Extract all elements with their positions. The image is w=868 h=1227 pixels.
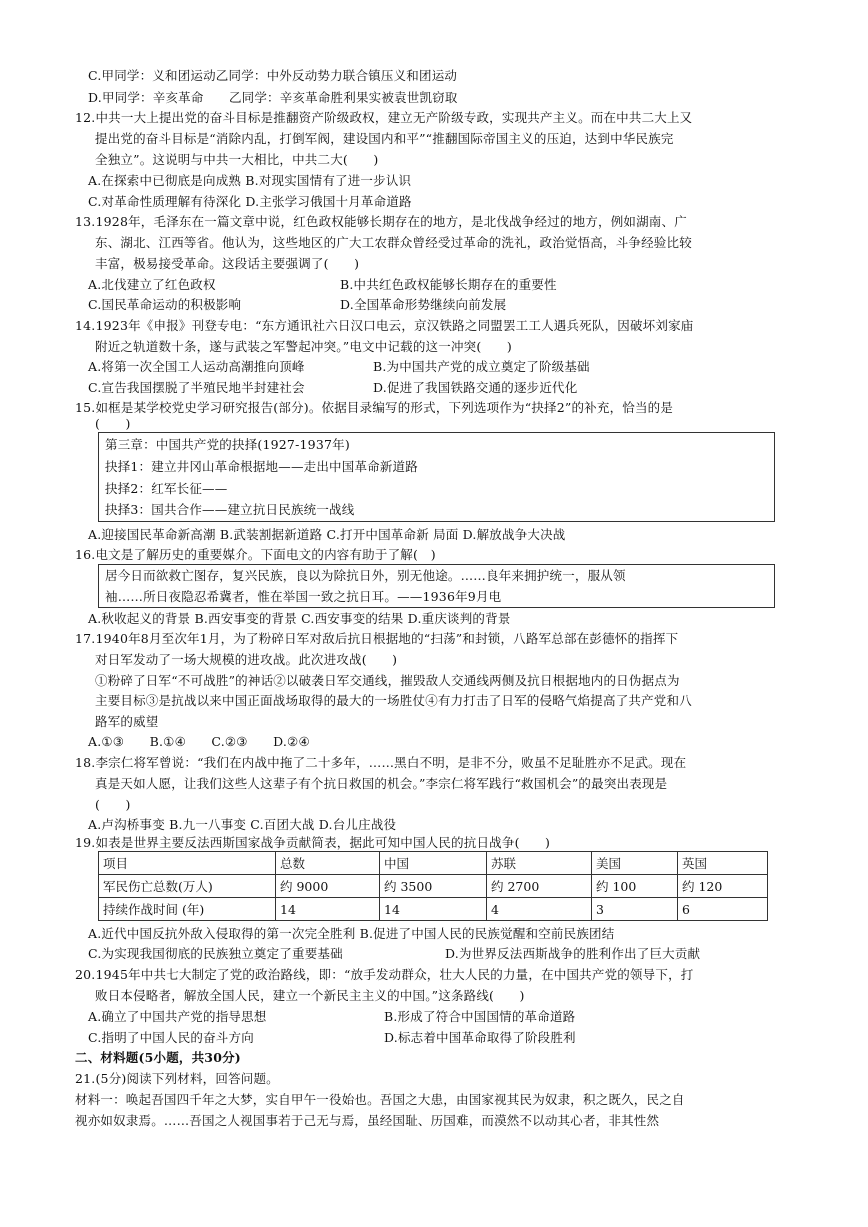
q14-stem-line2: 附近之轨道数十条，遂与武装之军警起冲突。”电文中记载的这一冲突( ) xyxy=(95,339,512,354)
q13-option-b: B.中共红色政权能够长期存在的重要性 xyxy=(340,277,557,292)
q14-stem-line1: 14.1923年《申报》刊登专电：“东方通讯社六日汉口电云，京汉铁路之同盟罢工工人遇兵死队，因破坏刘家庙 xyxy=(75,318,694,333)
table-cell: 14 xyxy=(276,898,380,921)
q14-option-d: D.促进了我国铁路交通的逐步近代化 xyxy=(373,380,578,395)
q19-option-c: C.为实现我国彻底的民族独立奠定了重要基础 xyxy=(88,946,343,961)
q18-stem-line1: 18.李宗仁将军曾说：“我们在内战中拖了二十多年，……黑白不明，是非不分，败虽不足耻胜亦不足武。现在 xyxy=(75,755,687,770)
q12-stem-line2: 提出党的奋斗目标是“消除内乱，打倒军阀，建设国内和平”“推翻国际帝国主义的压迫，达到中华民族完 xyxy=(95,131,674,146)
q18-stem-line2: 真是天如人愿，让我们这些人这辈子有个抗日救国的机会。”李宗仁将军践行“救国机会”的最突出表现是 xyxy=(95,776,668,791)
q21-material-line2: 视亦如奴隶焉。……吾国之人视国事若于己无与焉，虽经国耻、历国难，而漠然不以动其心者，非其性然 xyxy=(75,1113,660,1128)
table-cell: 军民伤亡总数(万人) xyxy=(99,875,276,898)
q13-stem-line3: 丰富，极易接受革命。这段话主要强调了( ) xyxy=(95,256,360,271)
q13-option-d: D.全国革命形势继续向前发展 xyxy=(340,297,507,312)
table-header-cell: 苏联 xyxy=(487,852,592,875)
q13-stem-line1: 13.1928年，毛泽东在一篇文章中说，红色政权能够长期存在的地方，是北伐战争经过的地方，例如湖南、广 xyxy=(75,214,687,229)
q18-options: A.卢沟桥事变 B.九一八事变 C.百团大战 D.台儿庄战役 xyxy=(88,817,397,832)
q17-stem-line2: 对日军发动了一场大规模的进攻战。此次进攻战( ) xyxy=(95,652,398,667)
q20-stem-line1: 20.1945年中共七大制定了党的政治路线，即：“放手发动群众，壮大人民的力量，在中国共产党的领导下，打 xyxy=(75,967,694,982)
table-cell: 约 120 xyxy=(678,875,768,898)
table-cell: 4 xyxy=(487,898,592,921)
q15-box-line: 抉择1：建立井冈山革命根据地——走出中国革命新道路 xyxy=(105,459,418,474)
q15-stem-line2: ( ) xyxy=(95,416,131,431)
q16-stem: 16.电文是了解历史的重要媒介。下面电文的内容有助于了解( ) xyxy=(75,547,436,562)
table-row xyxy=(99,898,768,921)
q17-stem-line1: 17.1940年8月至次年1月，为了粉碎日军对敌后抗日根据地的“扫荡”和封锁，八路军总部在彭德怀的指挥下 xyxy=(75,631,679,646)
q12-stem-line1: 12.中共一大上提出党的奋斗目标是推翻资产阶级政权，建立无产阶级专政，实现共产主义。而在中共二大上又 xyxy=(75,110,693,125)
q16-options: A.秋收起义的背景 B.西安事变的背景 C.西安事变的结果 D.重庆谈判的背景 xyxy=(88,611,511,626)
q14-option-b: B.为中国共产党的成立奠定了阶级基础 xyxy=(373,359,590,374)
table-header-cell: 中国 xyxy=(380,852,487,875)
q15-box-line: 抉择2：红军长征—— xyxy=(105,481,228,496)
q20-stem-line2: 败日本侵略者，解放全国人民，建立一个新民主主义的中国。”这条路线( ) xyxy=(95,988,525,1003)
table-header-cell: 英国 xyxy=(678,852,768,875)
q19-options-ab: A.近代中国反抗外敌入侵取得的第一次完全胜利 B.促进了中国人民的民族觉醒和空前民族团结 xyxy=(88,926,615,941)
q16-telegram-line1: 居今日而欲救亡图存，复兴民族，良以为除抗日外，别无他途。……良年来拥护统一，服从领 xyxy=(105,568,626,583)
q19-stem: 19.如表是世界主要反法西斯国家战争贡献简表，据此可知中国人民的抗日战争( ) xyxy=(75,835,551,850)
table-cell: 约 3500 xyxy=(380,875,487,898)
q12-options-ab: A.在探索中已彻底是向成熟 B.对现实国情有了进一步认识 xyxy=(88,173,412,188)
q20-option-c: C.指明了中国人民的奋斗方向 xyxy=(88,1030,254,1045)
q12-stem-line3: 全独立”。这说明与中共一大相比，中共二大( ) xyxy=(95,152,379,167)
q20-option-d: D.标志着中国革命取得了阶段胜利 xyxy=(384,1030,576,1045)
table-cell: 持续作战时间 (年) xyxy=(99,898,276,921)
q15-options: A.迎接国民革命新高潮 B.武装割据新道路 C.打开中国革命新 局面 D.解放战争大决战 xyxy=(88,527,566,542)
table-row xyxy=(99,875,768,898)
q13-option-c: C.国民革命运动的积极影响 xyxy=(88,297,242,312)
q15-box-line: 第三章：中国共产党的抉择(1927-1937年) xyxy=(105,437,350,452)
q14-option-a: A.将第一次全国工人运动高潮推向顶峰 xyxy=(88,359,305,374)
table-header-cell: 项目 xyxy=(99,852,276,875)
q19-contribution-table xyxy=(98,851,768,921)
table-cell: 6 xyxy=(678,898,768,921)
q14-option-c: C.宣告我国摆脱了半殖民地半封建社会 xyxy=(88,380,305,395)
q11-option-c: C.甲同学：义和团运动乙同学：中外反动势力联合镇压义和团运动 xyxy=(88,68,458,83)
q21-material-line1: 材料一：唤起吾国四千年之大梦，实自甲午一役始也。吾国之大患，由国家视其民为奴隶，积之既久，民之自 xyxy=(75,1092,685,1107)
q12-options-cd: C.对革命性质理解有待深化 D.主张学习俄国十月革命道路 xyxy=(88,194,412,209)
table-header-cell: 总数 xyxy=(276,852,380,875)
q11-option-d: D.甲同学：辛亥革命 乙同学：辛亥革命胜利果实被袁世凯窃取 xyxy=(88,90,458,105)
table-cell: 14 xyxy=(380,898,487,921)
table-cell: 约 9000 xyxy=(276,875,380,898)
q16-telegram-line2: 袖……所日夜隐忍希冀者，惟在举国一致之抗日耳。——1936年9月电 xyxy=(105,589,502,604)
q17-statement-line3: 路军的威望 xyxy=(95,714,159,729)
q20-option-b: B.形成了符合中国国情的革命道路 xyxy=(384,1009,576,1024)
q17-statement-line2: 主要目标③是抗战以来中国正面战场取得的最大的一场胜仗④有力打击了日军的侵略气焰提高了共产党和八 xyxy=(95,693,692,708)
section-heading: 二、材料题(5小题，共30分) xyxy=(75,1050,241,1065)
table-header-cell: 美国 xyxy=(592,852,678,875)
q15-box-line: 抉择3：国共合作——建立抗日民族统一战线 xyxy=(105,502,355,517)
q15-outline-box xyxy=(98,432,775,522)
q19-option-d: D.为世界反法西斯战争的胜利作出了巨大贡献 xyxy=(445,946,701,961)
q13-option-a: A.北伐建立了红色政权 xyxy=(88,277,216,292)
q16-telegram-box xyxy=(98,564,775,608)
table-cell: 约 2700 xyxy=(487,875,592,898)
q17-options: A.①③ B.①④ C.②③ D.②④ xyxy=(88,734,310,749)
q18-stem-line3: ( ) xyxy=(95,797,131,812)
q21-stem: 21.(5分)阅读下列材料，回答问题。 xyxy=(75,1071,279,1086)
q20-option-a: A.确立了中国共产党的指导思想 xyxy=(88,1009,267,1024)
q15-stem-line1: 15.如框是某学校党史学习研究报告(部分)。依据目录编写的形式，下列选项作为“抉择2”的补充，恰当的是 xyxy=(75,400,674,415)
table-cell: 3 xyxy=(592,898,678,921)
q13-stem-line2: 东、湖北、江西等省。他认为，这些地区的广大工农群众曾经受过革命的洗礼，政治觉悟高，斗争经验比较 xyxy=(95,235,692,250)
q17-statement-line1: ①粉碎了日军“不可战胜”的神话②以破袭日军交通线，摧毁敌人交通线两侧及抗日根据地内的日伪据点为 xyxy=(95,673,680,688)
table-cell: 约 100 xyxy=(592,875,678,898)
table-header-row xyxy=(99,852,768,875)
